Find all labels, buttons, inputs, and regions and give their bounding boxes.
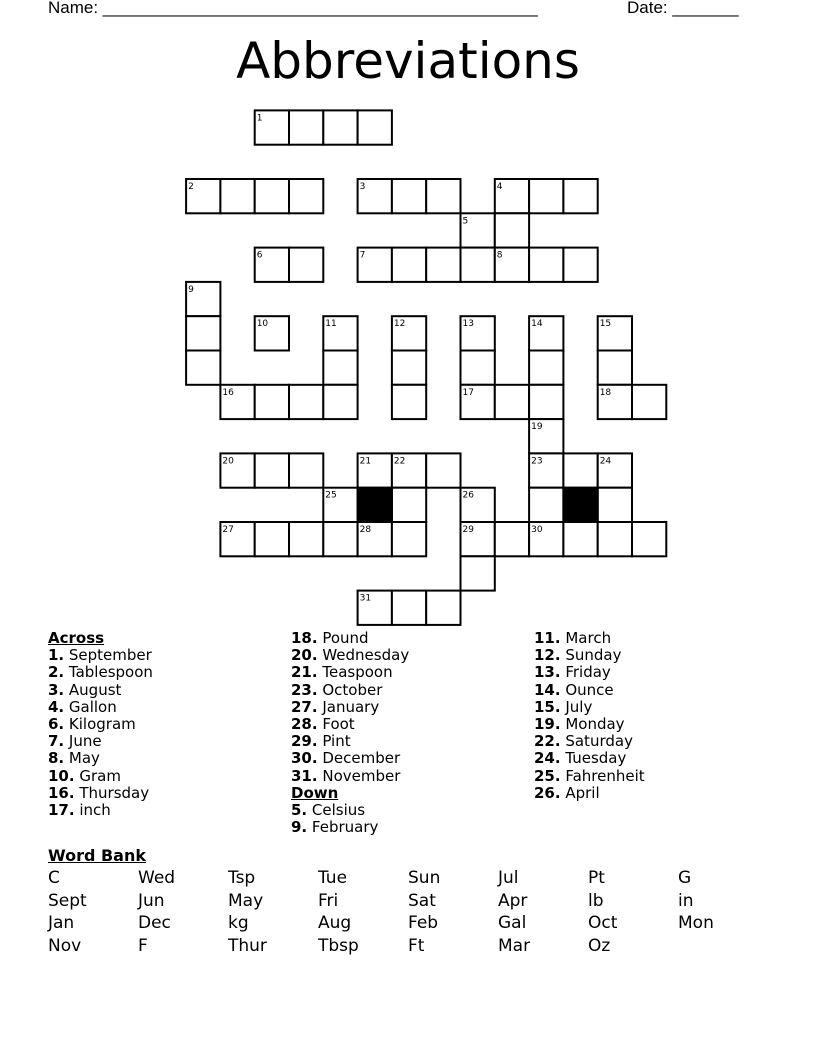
clue-number: 24 bbox=[599, 456, 612, 467]
word-bank-word: Tsp bbox=[228, 868, 256, 888]
grid-cell[interactable] bbox=[392, 179, 426, 213]
grid-cell[interactable] bbox=[461, 351, 495, 385]
clue-number: 12 bbox=[393, 319, 406, 330]
clue-text: August bbox=[64, 680, 122, 699]
clue-item bbox=[534, 716, 645, 733]
clue-item bbox=[291, 819, 409, 836]
clue-number: 17 bbox=[462, 387, 474, 398]
clue-number: 5 bbox=[462, 216, 469, 227]
word-bank-word: Sun bbox=[408, 868, 441, 888]
clue-num: 25. bbox=[534, 766, 561, 785]
clue-num: 2. bbox=[48, 663, 65, 682]
word-bank-word: Tue bbox=[318, 868, 348, 888]
word-bank-word: Jan bbox=[48, 913, 75, 933]
clue-number: 13 bbox=[462, 319, 474, 330]
clue-item bbox=[291, 664, 409, 681]
clue-number: 14 bbox=[531, 319, 543, 330]
clue-number: 31 bbox=[359, 593, 372, 604]
clue-text: Tablespoon bbox=[64, 663, 153, 682]
clue-item bbox=[534, 785, 645, 802]
grid-cell[interactable] bbox=[289, 179, 323, 213]
word-bank-word: G bbox=[678, 868, 692, 888]
grid-cell[interactable] bbox=[392, 248, 426, 282]
clue-item bbox=[534, 733, 645, 750]
clue-text: Friday bbox=[560, 663, 611, 682]
clue-text: September bbox=[64, 646, 152, 665]
grid-cell[interactable] bbox=[392, 385, 426, 419]
grid-cell[interactable] bbox=[186, 316, 220, 350]
clue-text: Fahrenheit bbox=[560, 766, 645, 785]
grid-cell[interactable] bbox=[323, 351, 357, 385]
clue-item bbox=[48, 733, 153, 750]
grid-cell[interactable] bbox=[529, 248, 563, 282]
grid-cell[interactable] bbox=[632, 385, 666, 419]
clue-text: Thursday bbox=[74, 783, 150, 802]
word-bank-word: Wed bbox=[138, 868, 176, 888]
clue-item bbox=[291, 647, 409, 664]
clue-text: March bbox=[560, 629, 612, 647]
grid-cell[interactable] bbox=[495, 385, 529, 419]
clue-num: 3. bbox=[48, 680, 65, 699]
word-bank-word: Fri bbox=[318, 891, 339, 911]
clue-number: 19 bbox=[531, 422, 543, 433]
clue-text: February bbox=[307, 818, 379, 837]
clue-text: Gallon bbox=[64, 697, 117, 716]
clue-item bbox=[48, 682, 153, 699]
word-bank-word: Feb bbox=[408, 913, 439, 933]
clue-item bbox=[48, 750, 153, 767]
clue-number: 30 bbox=[531, 525, 543, 535]
word-bank-word: Nov bbox=[48, 936, 82, 956]
clue-number: 10 bbox=[256, 319, 269, 330]
clue-num: 22. bbox=[534, 732, 561, 751]
clue-number: 27 bbox=[222, 525, 234, 535]
clue-item bbox=[534, 768, 645, 785]
word-bank-title: Word Bank bbox=[48, 846, 147, 865]
clue-num: 9. bbox=[291, 818, 308, 837]
clue-number: 20 bbox=[222, 456, 234, 467]
clue-item bbox=[291, 682, 409, 699]
clue-number: 1 bbox=[256, 113, 263, 124]
clue-num: 10. bbox=[48, 766, 75, 785]
clue-num: 15. bbox=[534, 697, 561, 716]
grid-cell[interactable] bbox=[358, 110, 392, 144]
clue-item bbox=[534, 647, 645, 664]
clue-item bbox=[48, 716, 153, 733]
grid-cell[interactable] bbox=[461, 556, 495, 590]
clue-text: December bbox=[317, 749, 401, 768]
grid-cell[interactable] bbox=[495, 522, 529, 556]
clue-item bbox=[48, 699, 153, 716]
clue-text: Saturday bbox=[560, 732, 633, 751]
clues-column-2 bbox=[291, 630, 409, 836]
grid-cell[interactable] bbox=[632, 522, 666, 556]
word-bank-word: Sat bbox=[408, 891, 436, 911]
clue-num: 8. bbox=[48, 749, 65, 768]
clue-item bbox=[534, 664, 645, 681]
grid-cell[interactable] bbox=[461, 248, 495, 282]
clue-number: 3 bbox=[359, 182, 366, 192]
page-title: Abbreviations bbox=[236, 32, 580, 90]
clue-item bbox=[48, 768, 153, 785]
clues-column-1 bbox=[48, 630, 153, 819]
clue-text: July bbox=[560, 697, 593, 716]
clue-num: 13. bbox=[534, 663, 561, 682]
clue-number: 28 bbox=[359, 525, 372, 535]
clue-num: 27. bbox=[291, 697, 318, 716]
grid-cell[interactable] bbox=[392, 351, 426, 385]
grid-cell[interactable] bbox=[220, 179, 254, 213]
grid-cell[interactable] bbox=[255, 522, 289, 556]
word-bank-word: Dec bbox=[138, 913, 171, 933]
grid-cell[interactable] bbox=[255, 179, 289, 213]
grid-cell[interactable] bbox=[323, 522, 357, 556]
clue-num: 24. bbox=[534, 749, 561, 768]
clue-item bbox=[534, 630, 645, 647]
clue-num: 12. bbox=[534, 646, 561, 665]
clue-num: 18. bbox=[291, 629, 318, 647]
grid-cell[interactable] bbox=[529, 488, 563, 522]
grid-cell[interactable] bbox=[426, 248, 460, 282]
grid-cell[interactable] bbox=[323, 110, 357, 144]
grid-cell[interactable] bbox=[392, 488, 426, 522]
clue-text: Teaspoon bbox=[317, 663, 393, 682]
word-bank-word: Thur bbox=[228, 936, 267, 956]
clue-item bbox=[48, 664, 153, 681]
clue-number: 26 bbox=[462, 490, 474, 501]
clue-number: 8 bbox=[496, 250, 503, 261]
clue-number: 4 bbox=[496, 182, 503, 192]
clue-text: Pound bbox=[317, 629, 369, 647]
clue-num: 16. bbox=[48, 783, 75, 802]
clue-item bbox=[291, 699, 409, 716]
grid-cell[interactable] bbox=[563, 453, 597, 487]
clue-number: 18 bbox=[599, 387, 612, 398]
word-bank-word: in bbox=[678, 891, 694, 911]
clues-column-3 bbox=[534, 630, 645, 802]
clue-text: Monday bbox=[560, 715, 625, 734]
across-heading: Across bbox=[48, 629, 105, 647]
clue-item bbox=[291, 768, 409, 785]
grid-cell[interactable] bbox=[529, 351, 563, 385]
clue-item bbox=[48, 802, 153, 819]
word-bank-word: F bbox=[138, 936, 148, 956]
word-bank-word: Pt bbox=[588, 868, 605, 888]
grid-cell[interactable] bbox=[323, 385, 357, 419]
grid-cell[interactable] bbox=[563, 522, 597, 556]
word-bank-word: Oct bbox=[588, 913, 618, 933]
word-bank-word: kg bbox=[228, 913, 249, 933]
clue-item bbox=[48, 647, 153, 664]
grid-cell[interactable] bbox=[289, 385, 323, 419]
black-cell bbox=[563, 488, 597, 522]
clue-text: inch bbox=[74, 801, 111, 820]
grid-cell[interactable] bbox=[392, 522, 426, 556]
clue-num: 4. bbox=[48, 697, 65, 716]
grid-cell[interactable] bbox=[426, 591, 460, 625]
word-bank-word: May bbox=[228, 891, 264, 911]
clue-num: 20. bbox=[291, 646, 318, 665]
clue-number: 22 bbox=[393, 456, 406, 467]
clue-num: 11. bbox=[534, 629, 561, 647]
clue-number: 29 bbox=[462, 525, 474, 535]
clue-number: 16 bbox=[222, 387, 234, 398]
clue-num: 29. bbox=[291, 732, 318, 751]
word-bank-word: Jul bbox=[498, 868, 519, 888]
clue-item bbox=[534, 699, 645, 716]
clue-item bbox=[291, 630, 409, 647]
clue-text: Ounce bbox=[560, 680, 614, 699]
grid-cell[interactable] bbox=[289, 248, 323, 282]
clue-item bbox=[291, 802, 409, 819]
clue-num: 5. bbox=[291, 801, 308, 820]
grid-cell[interactable] bbox=[529, 385, 563, 419]
clue-number: 15 bbox=[599, 319, 612, 330]
clue-text: June bbox=[64, 732, 102, 751]
grid-cell[interactable] bbox=[426, 179, 460, 213]
word-bank-word: Gal bbox=[498, 913, 527, 933]
clue-num: 28. bbox=[291, 715, 318, 734]
clue-num: 14. bbox=[534, 680, 561, 699]
word-bank-word: Aug bbox=[318, 913, 352, 933]
word-bank-word: Jun bbox=[138, 891, 165, 911]
clue-text: Kilogram bbox=[64, 715, 136, 734]
clue-number: 7 bbox=[359, 250, 366, 261]
word-bank-word: C bbox=[48, 868, 60, 888]
clue-num: 31. bbox=[291, 766, 318, 785]
clue-item bbox=[48, 785, 153, 802]
date-field-label: Date: _______ bbox=[627, 0, 739, 17]
grid-cell[interactable] bbox=[598, 488, 632, 522]
clue-item bbox=[534, 750, 645, 767]
clue-number: 9 bbox=[188, 284, 194, 295]
grid-cell[interactable] bbox=[255, 453, 289, 487]
clue-item bbox=[534, 682, 645, 699]
grid-cell[interactable] bbox=[426, 453, 460, 487]
clue-num: 26. bbox=[534, 783, 561, 802]
grid-cell[interactable] bbox=[563, 248, 597, 282]
grid-cell[interactable] bbox=[255, 385, 289, 419]
clue-text: May bbox=[64, 749, 100, 768]
clue-item bbox=[291, 733, 409, 750]
clue-number: 2 bbox=[188, 182, 194, 192]
grid-cell[interactable] bbox=[186, 351, 220, 385]
grid-cell[interactable] bbox=[289, 522, 323, 556]
black-cell bbox=[358, 488, 392, 522]
clue-num: 23. bbox=[291, 680, 318, 699]
clue-item bbox=[291, 750, 409, 767]
word-bank-word: Sept bbox=[48, 891, 87, 911]
word-bank-word: Mon bbox=[678, 913, 714, 933]
word-bank-word: Ft bbox=[408, 936, 425, 956]
grid-cell[interactable] bbox=[529, 179, 563, 213]
clue-text: Pint bbox=[317, 732, 351, 751]
clue-num: 6. bbox=[48, 715, 65, 734]
word-bank-word: Oz bbox=[588, 936, 611, 956]
clue-num: 7. bbox=[48, 732, 65, 751]
clue-number: 6 bbox=[256, 250, 263, 261]
grid-cell[interactable] bbox=[289, 110, 323, 144]
grid-cell[interactable] bbox=[598, 522, 632, 556]
clue-number: 23 bbox=[531, 456, 543, 467]
clue-number: 25 bbox=[325, 490, 337, 501]
clue-text: Tuesday bbox=[560, 749, 627, 768]
grid-cell[interactable] bbox=[495, 213, 529, 247]
clue-num: 19. bbox=[534, 715, 561, 734]
clue-text: November bbox=[317, 766, 401, 785]
grid-cell[interactable] bbox=[563, 179, 597, 213]
word-bank-word: Tbsp bbox=[318, 936, 359, 956]
name-field-label: Name: ______________________________________________ bbox=[48, 0, 538, 17]
clue-num: 21. bbox=[291, 663, 318, 682]
grid-cell[interactable] bbox=[598, 351, 632, 385]
clue-text: Gram bbox=[74, 766, 121, 785]
clue-number: 21 bbox=[359, 456, 372, 467]
clue-item bbox=[291, 716, 409, 733]
grid-cell[interactable] bbox=[392, 591, 426, 625]
word-bank-word: Apr bbox=[498, 891, 528, 911]
clue-text: Sunday bbox=[560, 646, 622, 665]
clue-num: 1. bbox=[48, 646, 65, 665]
clue-num: 30. bbox=[291, 749, 318, 768]
clue-number: 11 bbox=[325, 319, 337, 330]
word-bank-word: lb bbox=[588, 891, 604, 911]
clue-text: Wednesday bbox=[317, 646, 410, 665]
clue-text: October bbox=[317, 680, 383, 699]
down-heading: Down bbox=[291, 783, 339, 802]
clue-num: 17. bbox=[48, 801, 75, 820]
clue-text: January bbox=[317, 697, 380, 716]
clue-text: Celsius bbox=[307, 801, 366, 820]
clue-text: Foot bbox=[317, 715, 355, 734]
grid-cell[interactable] bbox=[289, 453, 323, 487]
word-bank-word: Mar bbox=[498, 936, 531, 956]
clue-text: April bbox=[560, 783, 600, 802]
